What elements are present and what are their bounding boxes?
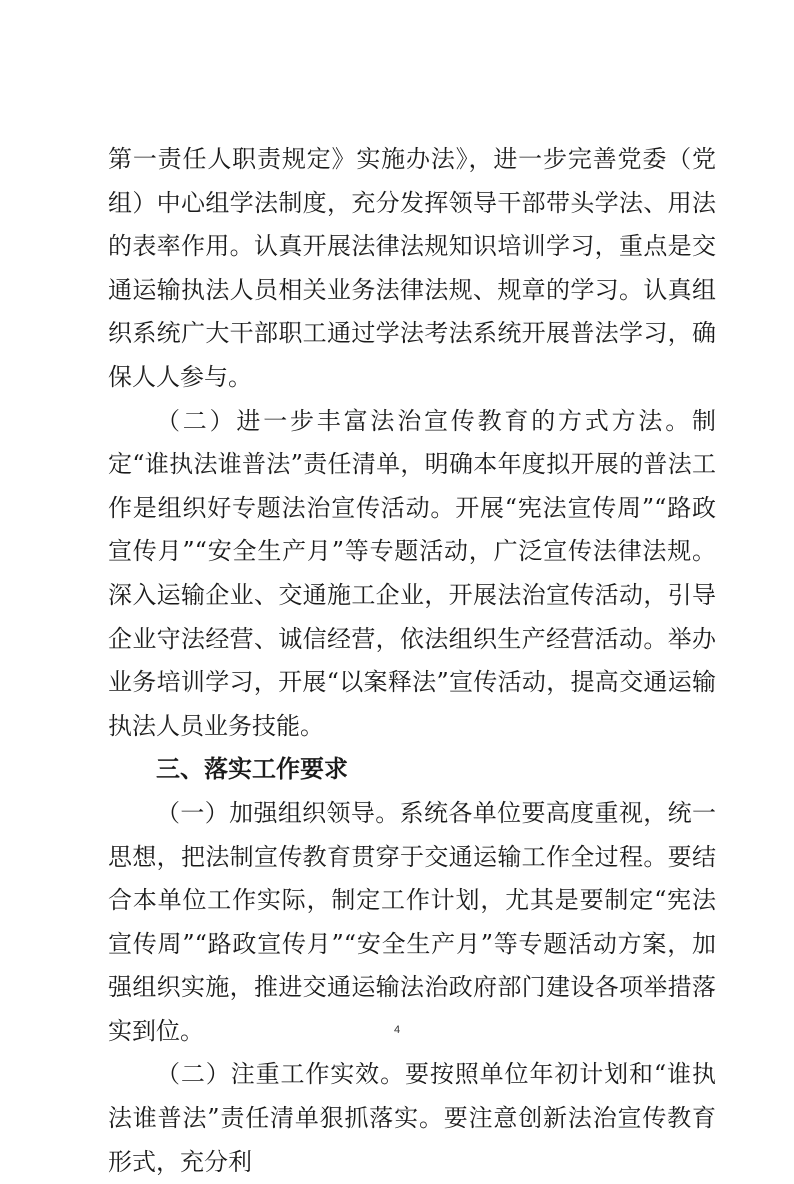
section-heading: 三、落实工作要求 — [156, 755, 348, 784]
paragraph-leadership: （一）加强组织领导。系统各单位要高度重视，统一思想，把法制宣传教育贯穿于交通运输工作全过程。要结合本单位工作实际，制定工作计划，尤其是要制定“宪法宣传周”“路政宣传月”“安全生产月”等专题活动方案，加强组织实施，推进交通运输法治政府部门建设各项举措落实到位。 — [108, 798, 716, 1045]
page-number: 4 — [393, 1024, 401, 1036]
paragraph-methods: （二）进一步丰富法治宣传教育的方式方法。制定“谁执法谁普法”责任清单，明确本年度拟开展的普法工作是组织好专题法治宣传活动。开展“宪法宣传周”“路政宣传月”“安全生产月”等专题活动，广泛宣传法律法规。深入运输企业、交通施工企业，开展法治宣传活动，引导企业守法经营、诚信经营，依法组织生产经营活动。举办业务培训学习，开展“以案释法”宣传活动，提高交通运输执法人员业务技能。 — [108, 406, 716, 740]
paragraph-effectiveness: （二）注重工作实效。要按照单位年初计划和“谁执法谁普法”责任清单狠抓落实。要注意创新法治宣传教育形式，充分利 — [108, 1060, 716, 1176]
paragraph-continued: 第一责任人职责规定》实施办法》，进一步完善党委（党组）中心组学法制度，充分发挥领导干部带头学法、用法的表率作用。认真开展法律法规知识培训学习，重点是交通运输执法人员相关业务法律法规、规章的学习。认真组织系统广大干部职工通过学法考法系统开展普法学习，确保人人参与。 — [108, 145, 716, 391]
